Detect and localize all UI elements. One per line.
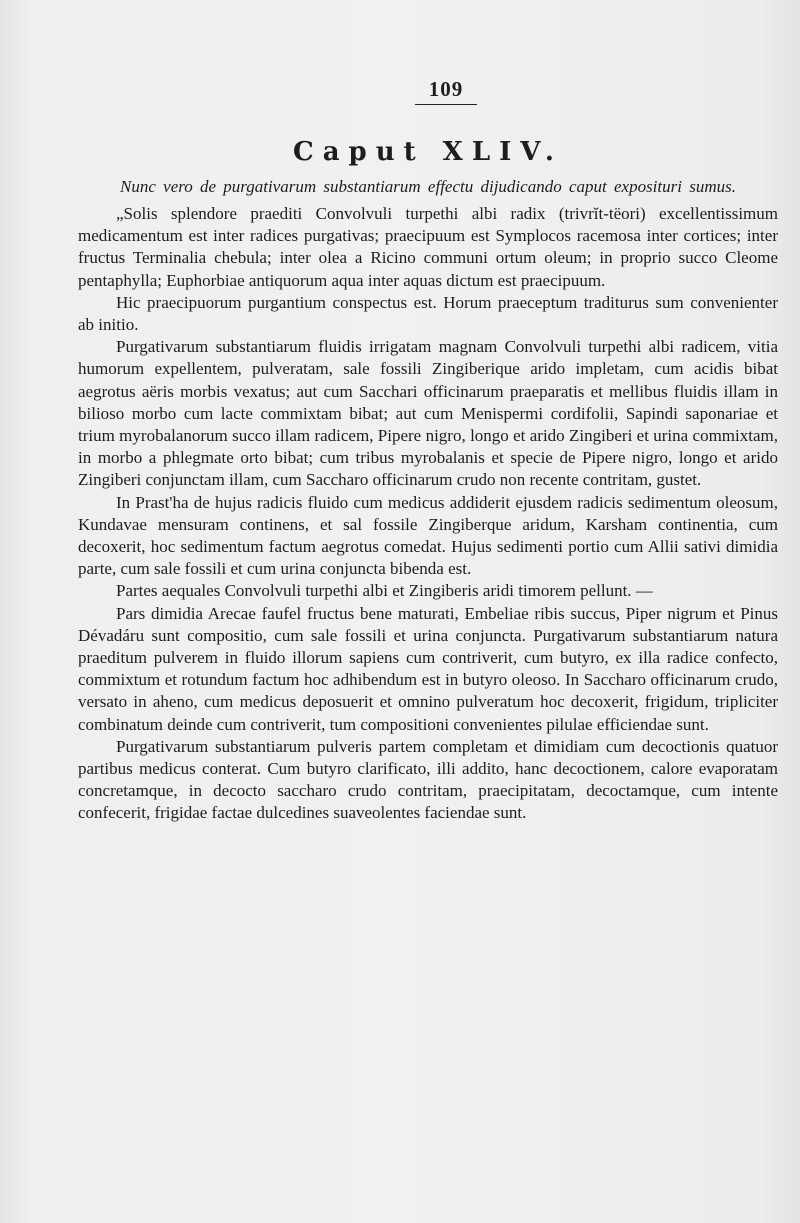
page-content xyxy=(78,70,778,825)
page-number xyxy=(116,70,776,105)
page-number-text: 109 xyxy=(415,76,478,105)
paragraph-4: In Prast'ha de hujus radicis fluido cum medicus addiderit ejusdem radicis sedimentum oleosum, Kundavae mensuram continens, et sal fossile Zingiberque aridum, Karsham continentia, cum decoxerit, hoc sedimentum factum aegrotus comedat. Hujus sedimenti portio cum Allii sativi dimidia parte, cum sale fossili et cum urina conjuncta bibenda est. xyxy=(78,492,778,579)
paragraph-2: Hic praecipuorum purgantium conspectus est. Horum praeceptum traditurus sum convenienter ab initio. xyxy=(78,292,778,335)
chapter-subtitle: Nunc vero de purgativarum substantiarum effectu dijudicando caput exposituri sumus. xyxy=(120,177,736,196)
paragraph-1: „Solis splendore praediti Convolvuli turpethi albi radix (trivrĭt-tëori) excellentissimum medicamentum est inter radices purgativas; praecipuum est Symplocos racemosa inter cortices; inter fructus Terminalia chebula; inter olea a Ricino communi ortum oleum; in proprio succo Cleome pentaphylla; Euphorbiae antiquorum aqua inter aquas dictum est praecipuum. xyxy=(78,204,778,290)
paragraph-6: Pars dimidia Arecae faufel fructus bene maturati, Embeliae ribis succus, Piper nigrum et Pinus Dévadáru sunt compositio, cum sale fossili et urina conjuncta. Purgativarum substantiarum natura praeditum pulverem in fluido illorum sapiens cum contriverit, cum butyro, ex illa radice confecto, commixtum et rotundum factum hoc adhibendum est in butyro oleoso. In Saccharo officinarum crudo, versato in aheno, cum medicus deposuerit et omnino pulveratum hoc decoxerit, frigidum, tripliciter combinatum deinde cum contriverit, tum compositioni convenientes pilulae efficiendae sunt. xyxy=(78,603,778,734)
paragraph-3: Purgativarum substantiarum fluidis irrigatam magnam Convolvuli turpethi albi radicem, vitia humorum expellentem, pulveratam, sale fossili Zingiberique arido impletam, cum acidis bibat aegrotus aëris morbis vexatus; aut cum Sacchari officinarum praeparatis et mellibus fluidis illam in bilioso morbo cum lacte commixtam bibat; aut cum Menispermi cordifolii, Sapindi saponariae et trium myrobalanorum succo illam radicem, Pipere nigro, longo et arido Zingiberi et urina commixtam, in morbo a phlegmate orto bibat; cum tribus myrobalanis et specie de Pipere nigro, longo et arido Zingiberi conjunctam illam, cum Saccharo officinarum crudo non recente contritam, gustet. xyxy=(78,337,778,490)
paragraph-5: Partes aequales Convolvuli turpethi albi et Zingiberis aridi timorem pellunt. — xyxy=(116,581,653,601)
paragraph-7: Purgativarum substantiarum pulveris partem completam et dimidiam cum decoctionis quatuor partibus medicus conterat. Cum butyro clarificato, illi addito, hanc decoctionem, calore evaporatam concretamque, in decocto saccharo crudo contritam, praecipitatam, decoctamque, cum intente confecerit, frigidae factae dulcedines suaveolentes faciendae sunt. xyxy=(78,736,778,823)
chapter-heading: Caput XLIV. xyxy=(293,137,563,167)
